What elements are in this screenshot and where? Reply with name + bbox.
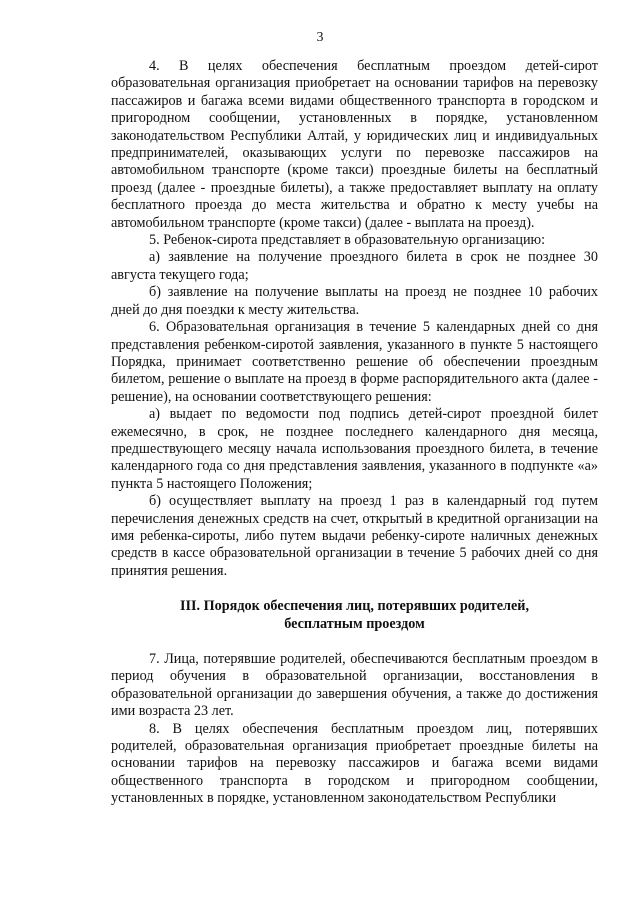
paragraph-5b: б) заявление на получение выплаты на проезд не позднее 10 рабочих дней до дня поездки к месту жительства.: [111, 284, 598, 318]
document-body: [111, 58, 598, 808]
paragraph-4: 4. В целях обеспечения бесплатным проездом детей-сирот образовательная организация приобретает на основании тарифов на перевозку пассажиров и багажа всеми видами общественного транспорта в городском и пригородном сообщении, установленных в порядке, установленном законодательством Республики Алтай, у юридических лиц и индивидуальных предпринимателей, оказывающих услуги по перевозке пассажиров на автомобильном транспорте (кроме такси) проездные билеты на бесплатный проезд (далее - проездные билеты), а также предоставляет выплату на оплату бесплатного проезда до места жительства и обратно к месту учебы на автомобильном транспорте (кроме такси) (далее - выплата на проезд).: [111, 58, 598, 231]
section-heading-line-1: III. Порядок обеспечения лиц, потерявших родителей,: [179, 598, 530, 615]
section-heading: [111, 598, 598, 633]
paragraph-7: 7. Лица, потерявшие родителей, обеспечиваются бесплатным проездом в период обучения в образовательной организации, восстановления в образовательной организации до завершения обучения, а также до достижения ими возраста 23 лет.: [111, 651, 598, 720]
section-heading-line-2: бесплатным проездом: [284, 615, 425, 632]
paragraph-6: 6. Образовательная организация в течение 5 календарных дней со дня представления ребенком-сиротой заявления, указанного в пункте 5 настоящего Порядка, принимает соответственно решение об обеспечении проездным билетом, решение о выплате на проезд в форме распорядительного акта (далее - решение), на основании соответствующего решения:: [111, 319, 598, 405]
paragraph-8: 8. В целях обеспечения бесплатным проездом лиц, потерявших родителей, образовательная организация приобретает проездные билеты на основании тарифов на перевозку пассажиров и багажа всеми видами общественного транспорта в городском и пригородном сообщении, установленных в порядке, установленном законодательством Республики: [111, 720, 598, 807]
paragraph-5a: а) заявление на получение проездного билета в срок не позднее 30 августа текущего года;: [111, 249, 598, 283]
paragraph-5: 5. Ребенок-сирота представляет в образовательную организацию:: [149, 232, 546, 249]
page-number: 3: [316, 30, 324, 45]
paragraph-6a: а) выдает по ведомости под подпись детей-сирот проездной билет ежемесячно, в срок, не позднее последнего календарного дня месяца, предшествующего месяцу начала использования проездного билета, в течение календарного года со дня представления заявления, указанного в подпункте «а» пункта 5 настоящего Положения;: [111, 406, 598, 492]
paragraph-6b: б) осуществляет выплату на проезд 1 раз в календарный год путем перечисления денежных средств на счет, открытый в кредитной организации на имя ребенка-сироты, либо путем выдачи ребенку-сироте наличных денежных средств в кассе образовательной организации в течение 5 рабочих дней со дня принятия решения.: [111, 493, 598, 579]
